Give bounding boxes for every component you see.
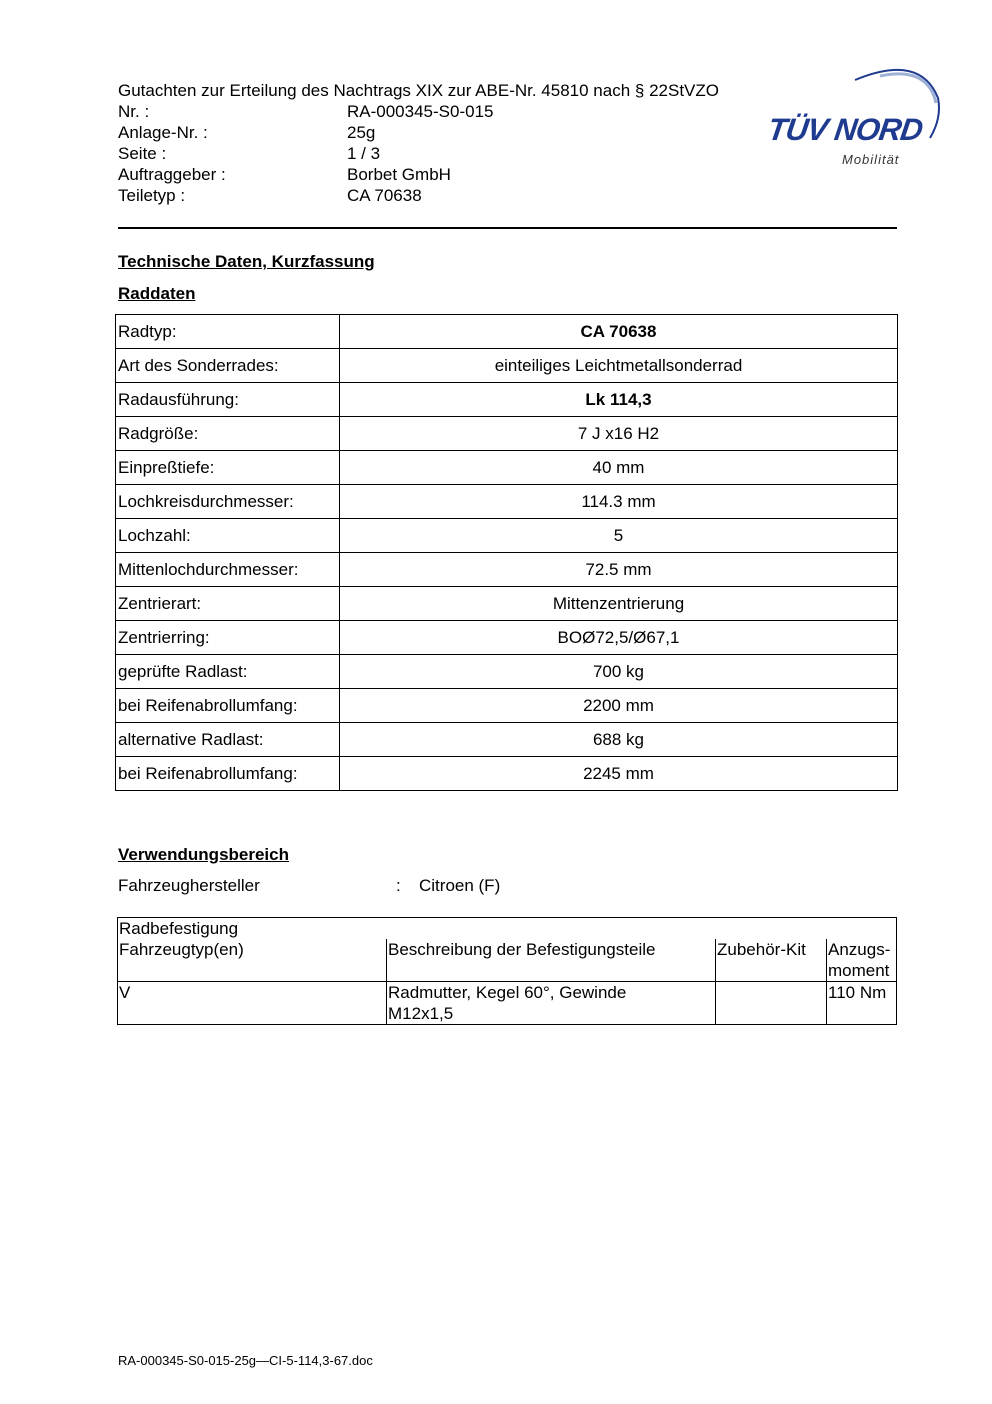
col-anzugsmoment: [827, 939, 897, 982]
table-row: [116, 621, 898, 655]
row-label: Radgröße:: [116, 417, 340, 451]
row-value: einteiliges Leichtmetallsonderrad: [340, 349, 898, 383]
header-field-anlage: [118, 122, 719, 143]
row-label: Lochkreisdurchmesser:: [116, 485, 340, 519]
table-header-row: [118, 939, 897, 982]
header-field-value: 1 / 3: [347, 144, 381, 163]
table-row: [116, 689, 898, 723]
header-field-key: Seite :: [118, 144, 167, 163]
header-field-seite: [118, 143, 719, 164]
row-value: 5: [340, 519, 898, 553]
radbefestigung-title: Radbefestigung: [118, 918, 897, 940]
row-label: Lochzahl:: [116, 519, 340, 553]
header-field-key: Nr. :: [118, 102, 150, 121]
row-value: Lk 114,3: [340, 383, 898, 417]
table-row: [116, 587, 898, 621]
row-label: Radausführung:: [116, 383, 340, 417]
table-row: [116, 349, 898, 383]
row-value: 114.3 mm: [340, 485, 898, 519]
maker-separator: :: [396, 876, 401, 895]
row-value: 2245 mm: [340, 757, 898, 791]
table-row: [116, 417, 898, 451]
section-title: Technische Daten, Kurzfassung: [118, 252, 375, 271]
row-value: Mittenzentrierung: [340, 587, 898, 621]
header-field-teiletyp: [118, 185, 719, 206]
maker-label: Fahrzeughersteller: [118, 876, 260, 895]
row-value: BOØ72,5/Ø67,1: [340, 621, 898, 655]
col-zubehoer-kit: Zubehör-Kit: [716, 939, 827, 982]
row-label: Einpreßtiefe:: [116, 451, 340, 485]
row-fahrzeugtyp: V: [118, 982, 387, 1025]
row-value: 72.5 mm: [340, 553, 898, 587]
document-header: [118, 80, 719, 206]
row-beschreibung: [387, 982, 716, 1025]
header-field-auftraggeber: [118, 164, 719, 185]
header-field-value: CA 70638: [347, 186, 422, 205]
table-row: [118, 982, 897, 1025]
logo-subtitle: Mobilität: [842, 152, 900, 167]
header-field-value: 25g: [347, 123, 376, 142]
col-anzugsmoment-line1: Anzugs-: [828, 940, 891, 959]
row-value: 7 J x16 H2: [340, 417, 898, 451]
header-field-value: Borbet GmbH: [347, 165, 451, 184]
row-value: CA 70638: [340, 315, 898, 349]
raddaten-table: [115, 314, 898, 791]
table-row: [116, 553, 898, 587]
col-anzugsmoment-line2: moment: [828, 961, 890, 980]
row-label: Radtyp:: [116, 315, 340, 349]
table-row: [116, 655, 898, 689]
row-label: geprüfte Radlast:: [116, 655, 340, 689]
table-row: [116, 451, 898, 485]
row-beschreibung-line1: Radmutter, Kegel 60°, Gewinde: [388, 983, 627, 1002]
header-field-key: Auftraggeber :: [118, 165, 226, 184]
row-value: 700 kg: [340, 655, 898, 689]
col-beschreibung: Beschreibung der Befestigungsteile: [387, 939, 716, 982]
maker-value: Citroen (F): [419, 876, 501, 895]
verwendung-title: Verwendungsbereich: [118, 845, 289, 864]
row-value: 2200 mm: [340, 689, 898, 723]
header-divider: [118, 227, 897, 229]
row-label: bei Reifenabrollumfang:: [116, 757, 340, 791]
row-value: 40 mm: [340, 451, 898, 485]
row-label: Zentrierart:: [116, 587, 340, 621]
table-row: [116, 723, 898, 757]
table-row: [116, 485, 898, 519]
maker-row: [118, 876, 501, 896]
row-label: alternative Radlast:: [116, 723, 340, 757]
raddaten-title: Raddaten: [118, 284, 196, 303]
table-row: [116, 315, 898, 349]
row-label: bei Reifenabrollumfang:: [116, 689, 340, 723]
header-title: Gutachten zur Erteilung des Nachtrags XIX zur ABE-Nr. 45810 nach § 22StVZO: [118, 81, 719, 100]
table-row: [116, 519, 898, 553]
header-field-value: RA-000345-S0-015: [347, 102, 494, 121]
tuv-nord-logo: [760, 58, 945, 173]
radbefestigung-table: [117, 917, 897, 1025]
logo-brand: TÜV NORD: [765, 112, 925, 147]
footer-filename: RA-000345-S0-015-25g—CI-5-114,3-67.doc: [118, 1353, 373, 1368]
row-label: Zentrierring:: [116, 621, 340, 655]
row-value: 688 kg: [340, 723, 898, 757]
row-label: Art des Sonderrades:: [116, 349, 340, 383]
header-field-key: Anlage-Nr. :: [118, 123, 208, 142]
table-row: [116, 383, 898, 417]
col-fahrzeugtyp: Fahrzeugtyp(en): [118, 939, 387, 982]
header-field-key: Teiletyp :: [118, 186, 186, 205]
row-label: Mittenlochdurchmesser:: [116, 553, 340, 587]
row-zubehoer-kit: [716, 982, 827, 1025]
row-anzugsmoment: 110 Nm: [827, 982, 897, 1025]
table-row: [116, 757, 898, 791]
row-beschreibung-line2: M12x1,5: [388, 1004, 454, 1023]
header-field-nr: [118, 101, 719, 122]
